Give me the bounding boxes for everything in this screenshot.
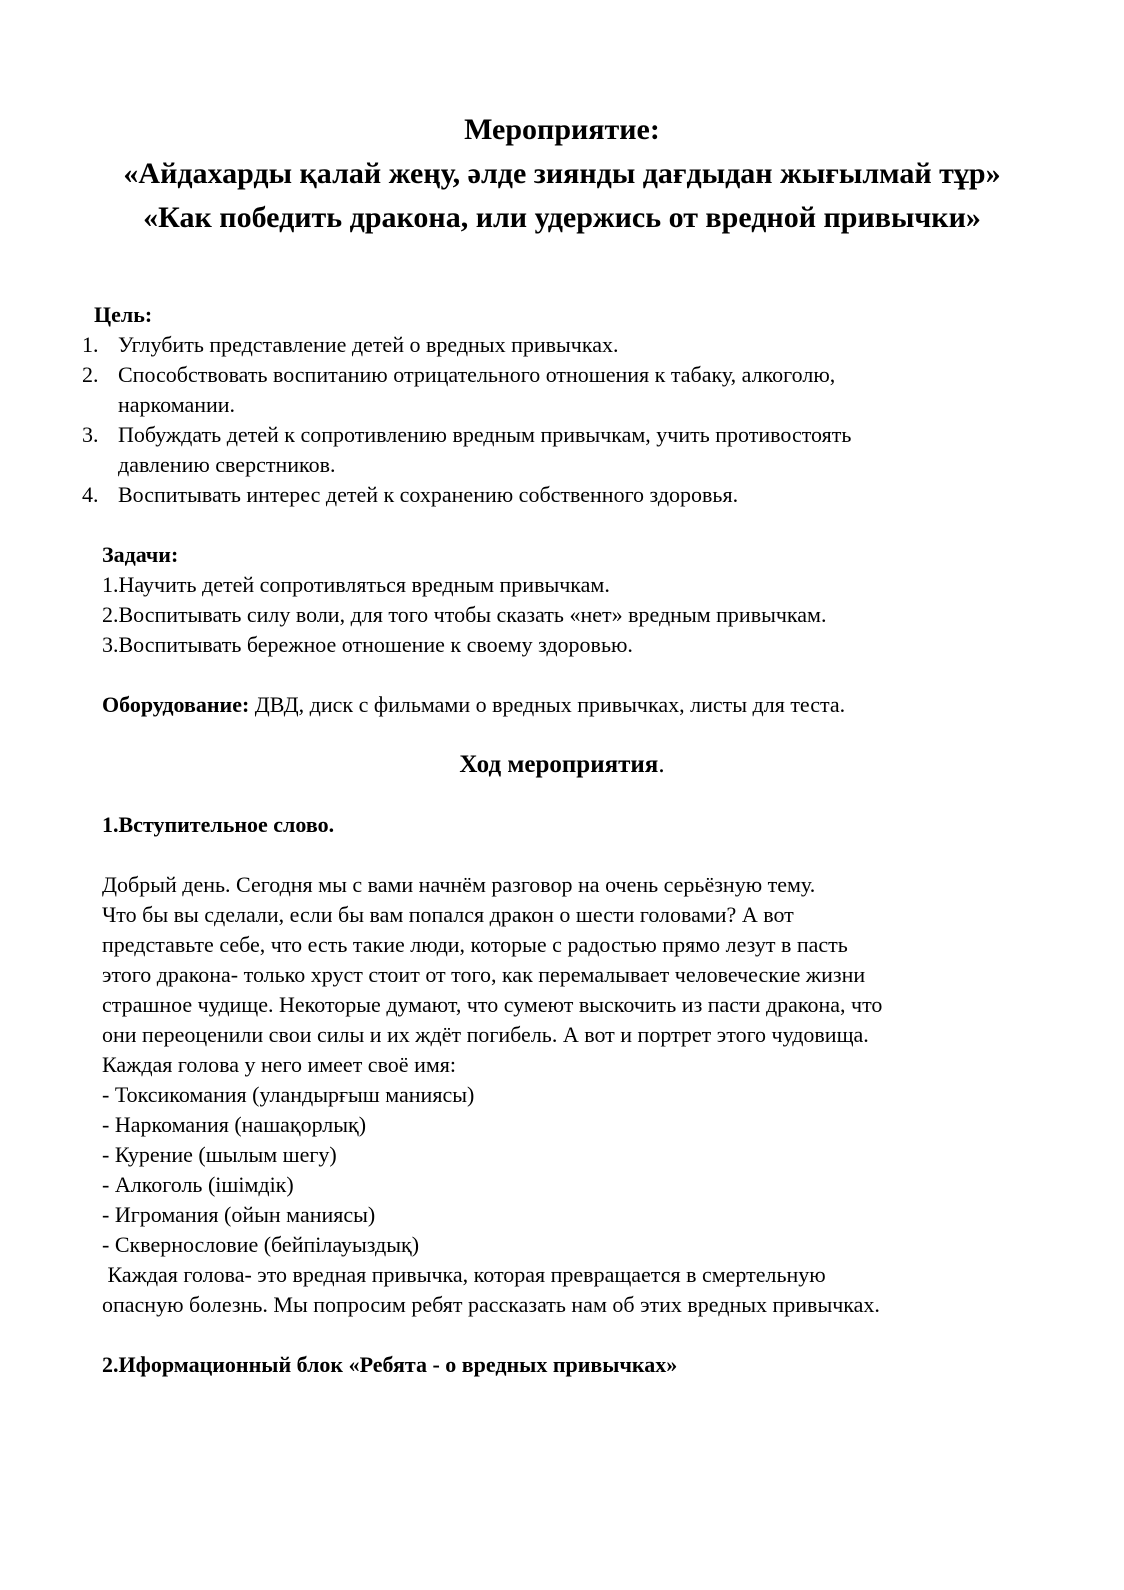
- section-1-paragraph: [102, 870, 1062, 1080]
- goal-heading: Цель:: [94, 302, 153, 327]
- paragraph-line: страшное чудище. Некоторые думают, что сумеют выскочить из пасти дракона, что: [102, 992, 883, 1017]
- closing-line: Каждая голова- это вредная привычка, которая превращается в смертельную: [102, 1262, 826, 1287]
- title-line-1: Мероприятие:: [464, 113, 660, 146]
- task-item: 1.Научить детей сопротивляться вредным привычкам.: [102, 572, 610, 597]
- equipment-label: Оборудование:: [102, 692, 250, 717]
- task-item: 2.Воспитывать силу воли, для того чтобы сказать «нет» вредным привычкам.: [102, 602, 827, 627]
- document-title: [60, 108, 1064, 240]
- goal-item: [82, 420, 1062, 480]
- goal-item: [82, 330, 1062, 360]
- dragon-head-item: - Наркомания (нашақорлық): [102, 1112, 367, 1137]
- dragon-head-item: - Алкоголь (ішімдік): [102, 1172, 294, 1197]
- dragon-head-item: - Токсикомания (уландырғыш маниясы): [102, 1082, 475, 1107]
- document-body: [82, 300, 1062, 1380]
- goal-item-text: давлению сверстников.: [118, 452, 336, 477]
- dragon-head-item: - Сквернословие (бейпілауыздық): [102, 1232, 420, 1257]
- dragon-heads-list: [102, 1080, 1062, 1260]
- paragraph-line: Что бы вы сделали, если бы вам попался дракон о шести головами? А вот: [102, 902, 794, 927]
- course-heading-text: Ход мероприятия: [459, 751, 659, 778]
- paragraph-line: Каждая голова у него имеет своё имя:: [102, 1052, 456, 1077]
- goal-list: [82, 330, 1062, 510]
- goal-item-number: 3.: [82, 422, 99, 447]
- goal-item-text: Углубить представление детей о вредных привычках.: [118, 332, 619, 357]
- paragraph-line: Добрый день. Сегодня мы с вами начнём разговор на очень серьёзную тему.: [102, 872, 816, 897]
- task-list: [102, 570, 1062, 660]
- goal-item: [82, 480, 1062, 510]
- task-item: 3.Воспитывать бережное отношение к своему здоровью.: [102, 632, 633, 657]
- closing-line: опасную болезнь. Мы попросим ребят рассказать нам об этих вредных привычках.: [102, 1292, 880, 1317]
- paragraph-line: этого дракона- только хруст стоит от того, как перемалывает человеческие жизни: [102, 962, 866, 987]
- section-1-closing: [102, 1260, 1062, 1320]
- goal-item-number: 4.: [82, 482, 99, 507]
- tasks-heading: Задачи:: [102, 542, 179, 567]
- course-heading-dot: .: [658, 751, 665, 778]
- title-line-russian: «Как победить дракона, или удержись от вредной привычки»: [143, 201, 981, 234]
- paragraph-line: представьте себе, что есть такие люди, которые с радостью прямо лезут в пасть: [102, 932, 848, 957]
- dragon-head-item: - Курение (шылым шегу): [102, 1142, 337, 1167]
- equipment-text: ДВД, диск с фильмами о вредных привычках, листы для теста.: [249, 692, 846, 717]
- title-line-kazakh: «Айдахарды қалай жеңу, әлде зиянды дағдыдан жығылмай тұр»: [123, 157, 1001, 190]
- course-heading: [62, 750, 1062, 780]
- equipment-line: [102, 690, 1062, 720]
- dragon-head-item: - Игромания (ойын маниясы): [102, 1202, 376, 1227]
- goal-item-number: 2.: [82, 362, 99, 387]
- section-2-heading: 2.Иформационный блок «Ребята - о вредных привычках»: [102, 1352, 678, 1377]
- goal-item-text: Побуждать детей к сопротивлению вредным привычкам, учить противостоять: [118, 422, 852, 447]
- goal-item: [82, 360, 1062, 420]
- paragraph-line: они переоценили свои силы и их ждёт погибель. А вот и портрет этого чудовища.: [102, 1022, 869, 1047]
- goal-item-text: Способствовать воспитанию отрицательного отношения к табаку, алкоголю,: [118, 362, 836, 387]
- goal-item-number: 1.: [82, 332, 99, 357]
- section-1-heading: 1.Вступительное слово.: [102, 812, 335, 837]
- goal-item-text: Воспитывать интерес детей к сохранению собственного здоровья.: [118, 482, 739, 507]
- goal-item-text: наркомании.: [118, 392, 236, 417]
